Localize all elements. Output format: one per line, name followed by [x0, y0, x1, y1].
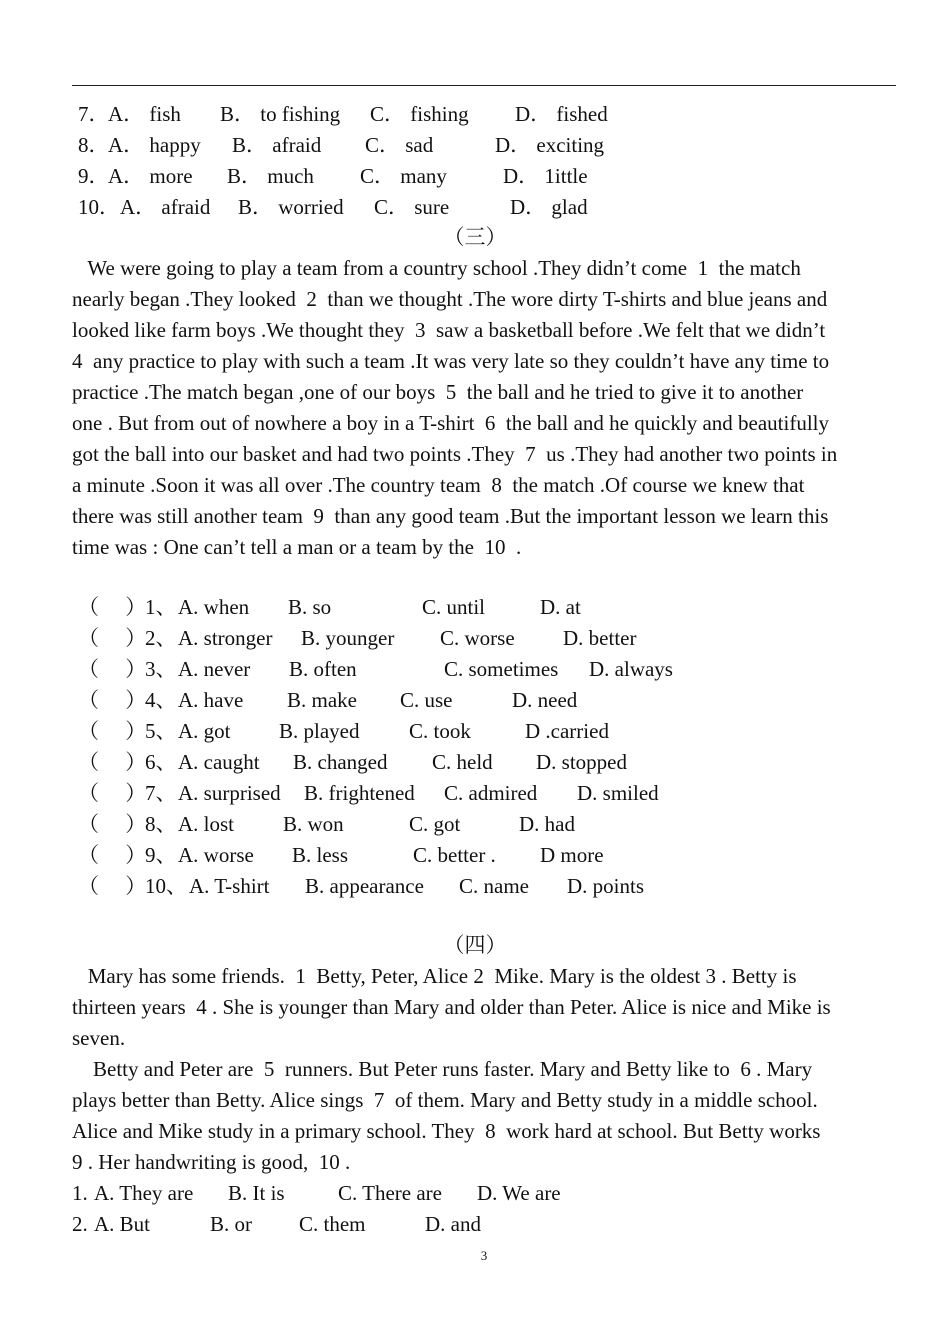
- option-a: A. But: [94, 1212, 151, 1236]
- page-number: 3: [480, 1248, 488, 1263]
- option-c: C. sometimes: [444, 657, 559, 681]
- passage-line: 4 any practice to play with such a team .It was very late so they couldn’t have any time to: [72, 349, 830, 373]
- option-d: D. better: [563, 626, 637, 650]
- passage-line: Betty and Peter are 5 runners. But Peter runs faster. Mary and Betty like to 6 . Mary: [72, 1057, 813, 1081]
- option-d: D. stopped: [536, 750, 627, 774]
- option-c: C． sure: [374, 195, 450, 219]
- option-c: C. name: [459, 874, 529, 898]
- passage-line: nearly began .They looked 2 than we thought .The wore dirty T-shirts and blue jeans and: [72, 287, 828, 311]
- option-a: A． afraid: [120, 195, 211, 219]
- option-bracket: （ ）: [78, 595, 147, 619]
- option-num: 9．: [78, 164, 110, 188]
- option-a: A. got: [178, 719, 231, 743]
- option-a: A. never: [178, 657, 251, 681]
- option-num: 6、: [145, 750, 177, 774]
- option-bracket: （ ）: [78, 812, 147, 836]
- option-d: D． glad: [510, 195, 588, 219]
- option-a: A． happy: [108, 133, 201, 157]
- passage-line: there was still another team 9 than any good team .But the important lesson we learn this: [72, 504, 829, 528]
- option-c: C． many: [360, 164, 447, 188]
- option-a: A． fish: [108, 102, 181, 126]
- option-bracket: （ ）: [78, 843, 147, 867]
- passage-line: 9 . Her handwriting is good, 10 .: [72, 1150, 351, 1174]
- option-d: D .carried: [525, 719, 609, 743]
- option-a: A. lost: [178, 812, 235, 836]
- option-d: D. We are: [477, 1181, 561, 1205]
- passage-line: seven.: [72, 1026, 126, 1050]
- option-num: 5、: [145, 719, 177, 743]
- passage-line: We were going to play a team from a country school .They didn’t come 1 the match: [72, 256, 801, 280]
- option-b: B. frightened: [304, 781, 415, 805]
- option-b: B. It is: [228, 1181, 285, 1205]
- option-c: C. better .: [413, 843, 496, 867]
- option-d: D. at: [540, 595, 581, 619]
- option-d: D more: [540, 843, 604, 867]
- option-b: B. changed: [293, 750, 388, 774]
- option-c: C. There are: [338, 1181, 442, 1205]
- passage-line: thirteen years 4 . She is younger than Mary and older than Peter. Alice is nice and Mike is: [72, 995, 831, 1019]
- header-rule: [72, 85, 896, 86]
- passage-line: time was : One can’t tell a man or a team by the 10 .: [72, 535, 522, 559]
- option-a: A. stronger: [178, 626, 273, 650]
- passage-line: Alice and Mike study in a primary school. They 8 work hard at school. But Betty works: [72, 1119, 821, 1143]
- option-d: D. smiled: [577, 781, 659, 805]
- option-c: C. admired: [444, 781, 538, 805]
- option-d: D． exciting: [495, 133, 605, 157]
- option-c: C. took: [409, 719, 471, 743]
- passage-line: got the ball into our basket and had two points .They 7 us .They had another two points in: [72, 442, 838, 466]
- option-num: 3、: [145, 657, 177, 681]
- section-4-heading: （四）: [443, 933, 507, 957]
- option-b: B. younger: [301, 626, 395, 650]
- option-b: B. or: [210, 1212, 252, 1236]
- option-num: 7．: [78, 102, 110, 126]
- option-a: A. worse: [178, 843, 254, 867]
- option-c: C. held: [432, 750, 493, 774]
- option-b: B. make: [287, 688, 357, 712]
- option-d: D. always: [589, 657, 673, 681]
- option-b: B. less: [292, 843, 349, 867]
- passage-line: plays better than Betty. Alice sings 7 of them. Mary and Betty study in a middle school.: [72, 1088, 818, 1112]
- option-a: A. They are: [94, 1181, 194, 1205]
- section-3-heading: （三）: [443, 225, 507, 249]
- option-num: 8、: [145, 812, 177, 836]
- passage-line: Mary has some friends. 1 Betty, Peter, Alice 2 Mike. Mary is the oldest 3 . Betty is: [72, 964, 797, 988]
- option-num: 8．: [78, 133, 110, 157]
- option-c: C． fishing: [370, 102, 469, 126]
- option-a: A. T-shirt: [189, 874, 270, 898]
- option-b: B. often: [289, 657, 357, 681]
- option-bracket: （ ）: [78, 781, 147, 805]
- option-bracket: （ ）: [78, 719, 147, 743]
- option-c: C. got: [409, 812, 461, 836]
- option-c: C. until: [422, 595, 486, 619]
- option-a: A． more: [108, 164, 193, 188]
- option-num: 1.: [72, 1181, 93, 1205]
- option-num: 4、: [145, 688, 177, 712]
- option-num: 2、: [145, 626, 177, 650]
- option-a: A. when: [178, 595, 250, 619]
- option-c: C. worse: [440, 626, 515, 650]
- option-d: D. need: [512, 688, 578, 712]
- option-d: D． 1ittle: [503, 164, 588, 188]
- option-b: B. so: [288, 595, 332, 619]
- option-a: A. caught: [178, 750, 260, 774]
- option-b: B． much: [227, 164, 314, 188]
- option-bracket: （ ）: [78, 750, 147, 774]
- option-num: 7、: [145, 781, 177, 805]
- option-b: B. won: [283, 812, 344, 836]
- passage-line: practice .The match began ,one of our boys 5 the ball and he tried to give it to another: [72, 380, 804, 404]
- option-c: C． sad: [365, 133, 434, 157]
- option-d: D. had: [519, 812, 575, 836]
- passage-line: looked like farm boys .We thought they 3 saw a basketball before .We felt that we didn’t: [72, 318, 826, 342]
- option-num: 9、: [145, 843, 177, 867]
- option-bracket: （ ）: [78, 874, 147, 898]
- option-a: A. surprised: [178, 781, 281, 805]
- option-bracket: （ ）: [78, 626, 147, 650]
- option-num: 10．: [78, 195, 120, 219]
- option-d: D. and: [425, 1212, 481, 1236]
- option-b: B. appearance: [305, 874, 424, 898]
- option-num: 1、: [145, 595, 177, 619]
- option-c: C. them: [299, 1212, 366, 1236]
- option-b: B． afraid: [232, 133, 322, 157]
- option-b: B. played: [279, 719, 360, 743]
- option-bracket: （ ）: [78, 688, 147, 712]
- option-num: 2.: [72, 1212, 93, 1236]
- option-d: D． fished: [515, 102, 608, 126]
- option-bracket: （ ）: [78, 657, 147, 681]
- option-a: A. have: [178, 688, 244, 712]
- option-b: B． worried: [238, 195, 344, 219]
- option-b: B． to fishing: [220, 102, 341, 126]
- option-d: D. points: [567, 874, 645, 898]
- option-num: 10、: [145, 874, 187, 898]
- passage-line: one . But from out of nowhere a boy in a T-shirt 6 the ball and he quickly and beautifully: [72, 411, 830, 435]
- passage-line: a minute .Soon it was all over .The country team 8 the match .Of course we knew that: [72, 473, 805, 497]
- option-c: C. use: [400, 688, 453, 712]
